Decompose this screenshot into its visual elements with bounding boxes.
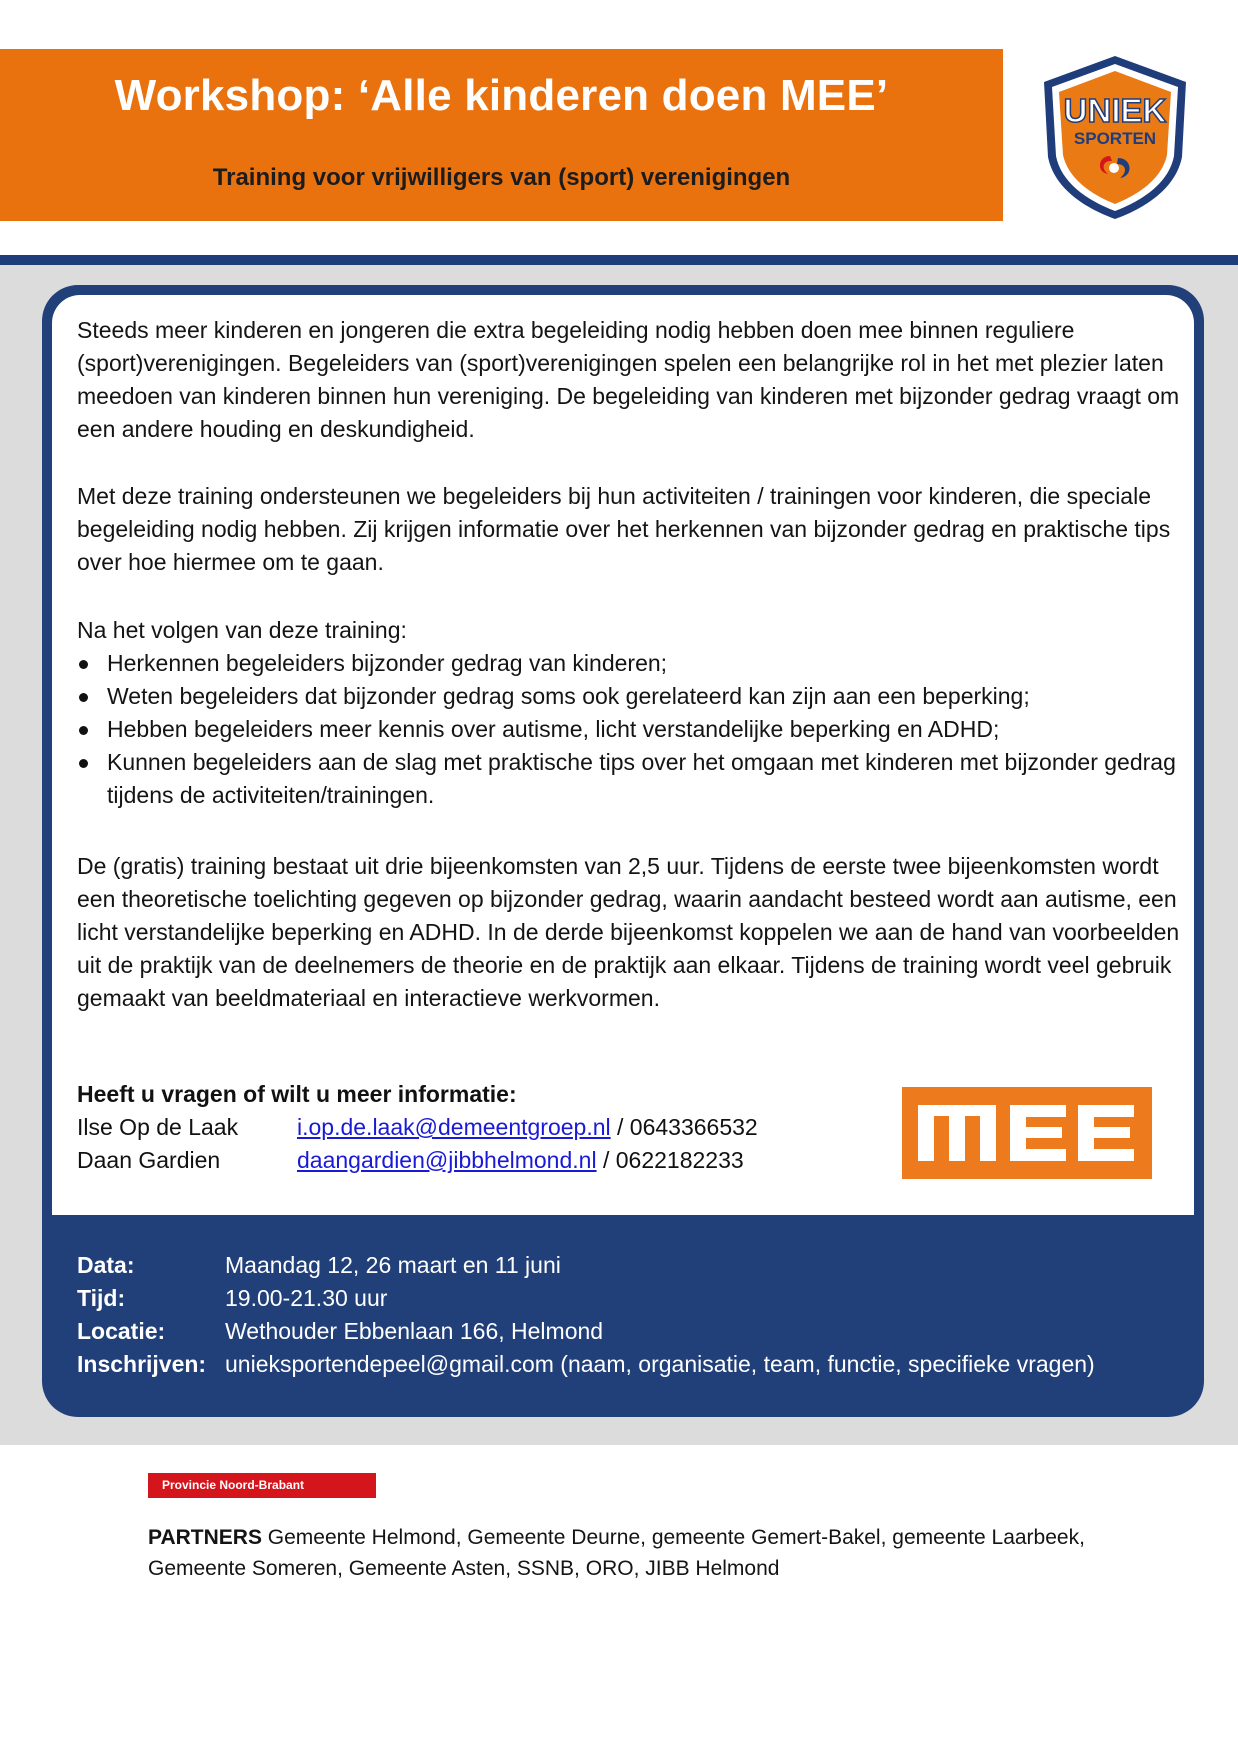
contact-heading: Heeft u vragen of wilt u meer informatie: (77, 1081, 517, 1107)
partners-list: Gemeente Helmond, Gemeente Deurne, gemeente Gemert-Bakel, gemeente Laarbeek, Gemeente Someren, Gemeente Asten, SSNB, ORO, JIBB Helmond (148, 1526, 1085, 1580)
partners-text (148, 1522, 1108, 1584)
contact-row (77, 1114, 758, 1141)
detail-value: Maandag 12, 26 maart en 11 juni (225, 1252, 561, 1278)
contact-email-link[interactable]: i.op.de.laak@demeentgroep.nl (297, 1114, 611, 1140)
list-item: Kunnen begeleiders aan de slag met praktische tips over het omgaan met kinderen met bijzonder gedrag tijdens de activiteiten/trainingen. (77, 746, 1182, 812)
header-band (0, 49, 1003, 221)
intro-paragraph-1: Steeds meer kinderen en jongeren die extra begeleiding nodig hebben doen mee binnen reguliere (sport)verenigingen. Begeleiders van (sport)verenigingen spelen een belangrijke rol in het met plezier laten meedoen van kinderen binnen hun vereniging. De begeleiding van kinderen met bijzonder gedrag vraagt om een andere houding en deskundigheid. (77, 317, 1180, 442)
intro-paragraph-2: Met deze training ondersteunen we begeleiders bij hun activiteiten / trainingen voor kinderen, die speciale begeleiding nodig hebben. Zij krijgen informatie over het herkennen van bijzonder gedrag en praktische tips over hoe hiermee om te gaan. (77, 483, 1171, 575)
detail-value: 19.00-21.30 uur (225, 1285, 388, 1311)
list-item: Weten begeleiders dat bijzonder gedrag soms ook gerelateerd kan zijn aan een beperking; (77, 680, 1182, 713)
bullet-icon (79, 660, 88, 669)
detail-row (77, 1249, 1095, 1282)
bullet-icon (79, 759, 88, 768)
event-details (77, 1249, 1095, 1381)
province-logo: Provincie Noord-Brabant (148, 1473, 376, 1498)
page-subtitle: Training voor vrijwilligers van (sport) verenigingen (212, 164, 791, 191)
detail-label: Data: (77, 1252, 135, 1278)
logo-text-uniek: UNIEK (1063, 92, 1167, 129)
detail-row (77, 1282, 1095, 1315)
detail-label: Tijd: (77, 1285, 126, 1311)
intro-paragraph-3: Na het volgen van deze training: (77, 617, 407, 643)
uniek-sporten-logo (1038, 52, 1192, 222)
detail-label: Inschrijven: (77, 1351, 207, 1377)
partners-label: PARTNERS (148, 1526, 262, 1549)
mee-logo (902, 1087, 1152, 1179)
logo-text-sporten: SPORTEN (1073, 129, 1157, 148)
contact-name: Ilse Op de Laak (77, 1114, 239, 1140)
bullet-icon (79, 693, 88, 702)
contact-name: Daan Gardien (77, 1147, 221, 1173)
detail-value: Wethouder Ebbenlaan 166, Helmond (225, 1318, 604, 1344)
detail-value: unieksportendepeel@gmail.com (naam, organisatie, team, functie, specifieke vragen) (225, 1351, 1095, 1377)
outcomes-list (77, 647, 1182, 812)
list-item: Herkennen begeleiders bijzonder gedrag van kinderen; (77, 647, 1182, 680)
intro-paragraph-4: De (gratis) training bestaat uit drie bijeenkomsten van 2,5 uur. Tijdens de eerste twee bijeenkomsten wordt een theoretische toelichting gegeven op bijzonder gedrag, waarin aandacht besteed wordt aan autisme, een licht verstandelijke beperking en ADHD. In de derde bijeenkomst koppelen we aan de hand van voorbeelden uit de praktijk van de deelnemers de theorie en de praktijk aan elkaar. Tijdens de training wordt veel gebruik gemaakt van beeldmateriaal en interactieve werkvormen. (77, 853, 1180, 1011)
detail-row (77, 1315, 1095, 1348)
contact-phone: / 0643366532 (610, 1114, 758, 1140)
bullet-icon (79, 726, 88, 735)
detail-row (77, 1348, 1095, 1381)
contact-phone: / 0622182233 (596, 1147, 744, 1173)
list-item: Hebben begeleiders meer kennis over autisme, licht verstandelijke beperking en ADHD; (77, 713, 1182, 746)
detail-label: Locatie: (77, 1318, 166, 1344)
contact-row (77, 1147, 744, 1174)
divider-rule (0, 255, 1238, 265)
contact-email-link[interactable]: daangardien@jibbhelmond.nl (297, 1147, 597, 1173)
page-title: Workshop: ‘Alle kinderen doen MEE’ (114, 71, 889, 120)
